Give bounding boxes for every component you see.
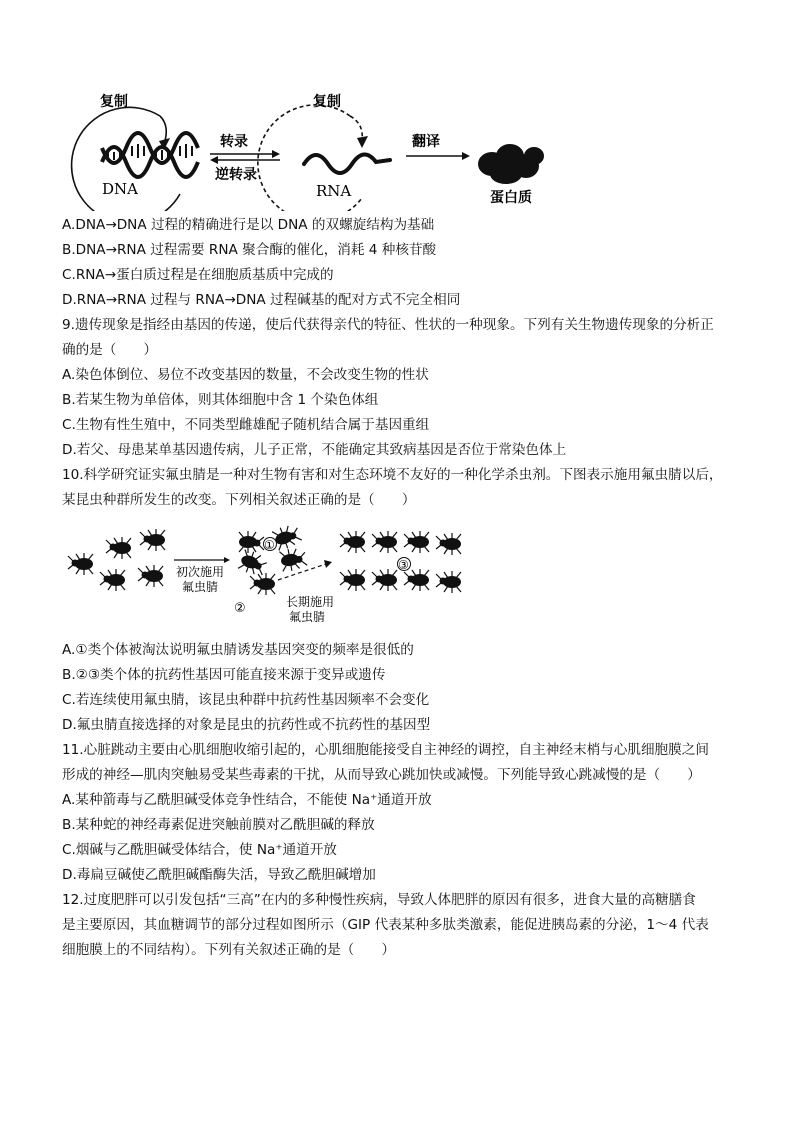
translation-label: 翻译	[412, 134, 440, 150]
q11-stem-line1: 11.心脏跳动主要由心肌细胞收缩引起的，心肌细胞能接受自主神经的调控，自主神经末梢与心肌细胞膜之间	[62, 742, 709, 758]
q9-option-d: D.若父、母患某单基因遗传病，儿子正常，不能确定其致病基因是否位于常染色体上	[62, 442, 567, 458]
bug-icon	[372, 569, 397, 591]
rna-replicate-label: 复制	[313, 94, 341, 110]
bug-icon	[68, 553, 93, 575]
q8-option-c: C.RNA→蛋白质过程是在细胞质基质中完成的	[62, 267, 334, 283]
bug-icon	[340, 569, 365, 591]
dna-helix-icon	[102, 133, 198, 177]
bug-icon	[140, 529, 165, 551]
q9-option-c: C.生物有性生殖中，不同类型雌雄配子随机结合属于基因重组	[62, 417, 430, 433]
q9-option-a: A.染色体倒位、易位不改变基因的数量，不会改变生物的性状	[62, 367, 429, 383]
rna-strand-icon	[304, 154, 390, 173]
survivor-bug-icon	[250, 573, 275, 595]
central-dogma-figure	[60, 86, 560, 211]
dead-bug-icon	[239, 531, 264, 553]
bug-icon	[436, 571, 461, 593]
q10-stem-line1: 10.科学研究证实氟虫腈是一种对生物有害和对生态环境不友好的一种化学杀虫剂。下图表示施用氟虫腈以后，	[62, 467, 723, 483]
q9-option-b: B.若某生物为单倍体，则其体细胞中含 1 个染色体组	[62, 392, 379, 408]
translation-arrow-icon	[462, 152, 470, 160]
long-use-label-line2: 氟虫腈	[289, 610, 326, 624]
q8-option-d: D.RNA→RNA 过程与 RNA→DNA 过程碱基的配对方式不完全相同	[62, 292, 461, 308]
transcription-label: 转录	[220, 134, 248, 150]
q11-option-a: A.某种箭毒与乙酰胆碱受体竞争性结合，不能使 Na⁺通道开放	[62, 792, 432, 808]
dead-bug-icon	[279, 546, 307, 572]
q11-option-b: B.某种蛇的神经毒素促进突触前膜对乙酰胆碱的释放	[62, 817, 375, 833]
first-use-label-line2: 氟虫腈	[182, 580, 219, 594]
q12-line2: 是主要原因，其血糖调节的部分过程如图所示（GIP 代表某种多肽类激素，能促进胰岛素的分泌，1～4 代表	[62, 917, 709, 933]
reverse-transcription-arrow-icon	[210, 156, 218, 164]
q11-option-c: C.烟碱与乙酰胆碱受体结合，使 Na⁺通道开放	[62, 842, 337, 858]
group-2-mark: ②	[234, 601, 246, 616]
dead-bug-icon	[272, 522, 303, 551]
insecticide-figure	[64, 520, 484, 630]
dead-bug-icon	[238, 549, 269, 578]
q12-line1: 12.过度肥胖可以引发包括“三高”在内的多种慢性疾病，导致人体肥胖的原因有很多，进食大量的高糖膳食	[62, 892, 696, 908]
bug-icon	[404, 531, 429, 553]
q10-option-b: B.②③类个体的抗药性基因可能直接来源于变异或遗传	[62, 667, 386, 683]
dna-replicate-label: 复制	[100, 94, 128, 110]
bug-icon	[372, 531, 397, 553]
bug-icon	[340, 531, 365, 553]
group-1-mark: ①	[264, 538, 275, 552]
q11-stem-line2: 形成的神经—肌肉突触易受某些毒素的干扰，从而导致心跳加快或减慢。下列能导致心跳减慢的是（ ）	[62, 767, 701, 783]
protein-blob-icon	[478, 144, 544, 184]
reverse-transcription-label: 逆转录	[215, 167, 257, 183]
bug-icon	[436, 533, 461, 555]
bug-icon	[106, 537, 131, 559]
first-use-label-line1: 初次施用	[176, 565, 225, 579]
bug-icon	[138, 565, 163, 587]
q10-stem-line2: 某昆虫种群所发生的改变。下列相关叙述正确的是（ ）	[62, 492, 416, 508]
dna-label: DNA	[102, 180, 138, 198]
q10-option-a: A.①类个体被淘汰说明氟虫腈诱发基因突变的频率是很低的	[62, 642, 414, 658]
q8-option-b: B.DNA→RNA 过程需要 RNA 聚合酶的催化，消耗 4 种核苷酸	[62, 242, 437, 258]
protein-label: 蛋白质	[490, 190, 532, 206]
q10-option-c: C.若连续使用氟虫腈，该昆虫种群中抗药性基因频率不会变化	[62, 692, 430, 708]
q9-stem-line1: 9.遗传现象是指经由基因的传递，使后代获得亲代的特征、性状的一种现象。下列有关生物遗传现象的分析正	[62, 317, 714, 333]
bug-icon	[404, 569, 429, 591]
bug-icon	[100, 569, 125, 591]
q9-stem-line2: 确的是（ ）	[62, 342, 158, 358]
long-use-label-line1: 长期施用	[286, 595, 335, 609]
transcription-arrow-icon	[272, 150, 280, 158]
q12-line3: 细胞膜上的不同结构）。下列有关叙述正确的是（ ）	[62, 942, 396, 958]
rna-label: RNA	[316, 182, 352, 200]
q10-option-d: D.氟虫腈直接选择的对象是昆虫的抗药性或不抗药性的基因型	[62, 717, 431, 733]
group-3-mark: ③	[398, 558, 409, 572]
q11-option-d: D.毒扁豆碱使乙酰胆碱酯酶失活，导致乙酰胆碱增加	[62, 867, 376, 883]
q8-option-a: A.DNA→DNA 过程的精确进行是以 DNA 的双螺旋结构为基础	[62, 217, 435, 233]
initial-population	[68, 529, 165, 591]
